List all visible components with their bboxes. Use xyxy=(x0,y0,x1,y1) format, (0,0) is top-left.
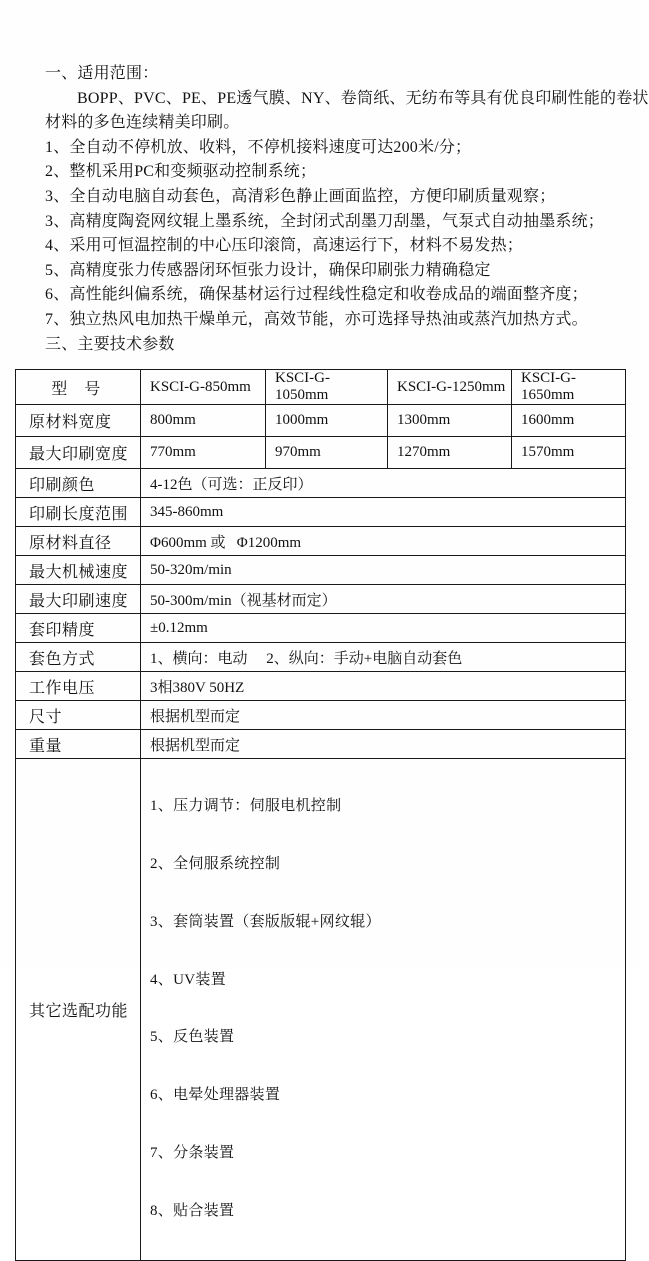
table-row xyxy=(16,614,626,643)
feature-line: 2、整机采用PC和变频驱动控制系统； xyxy=(45,163,317,181)
value-cell: 3相380V 50HZ xyxy=(141,672,626,701)
table-row xyxy=(16,585,626,614)
value-cell: 50-320m/min xyxy=(141,556,626,585)
table-row xyxy=(16,672,626,701)
row-label: 套色方式 xyxy=(16,643,141,672)
row-label: 其它选配功能 xyxy=(16,759,141,1260)
option-item: 7、分条装置 xyxy=(150,1144,235,1161)
value-cell: 1570mm xyxy=(512,437,626,469)
value-cell: 1600mm xyxy=(512,405,626,437)
row-label: 尺寸 xyxy=(16,701,141,730)
value-cell: 345-860mm xyxy=(141,498,626,527)
feature-line: 3、全自动电脑自动套色，高清彩色静止画面监控，方便印刷质量观察； xyxy=(45,187,556,205)
value-cell: 1、横向：电动 2、纵向：手动+电脑自动套色 xyxy=(141,643,626,672)
options-list xyxy=(141,759,626,1260)
row-label: 工作电压 xyxy=(16,672,141,701)
table-row-model xyxy=(16,370,626,405)
value-cell: 1270mm xyxy=(388,437,512,469)
feature-line: 4、采用可恒温控制的中心压印滚筒，高速运行下，材料不易发热； xyxy=(45,237,524,255)
value-cell: 1300mm xyxy=(388,405,512,437)
row-label: 印刷长度范围 xyxy=(16,498,141,527)
value-cell: 根据机型而定 xyxy=(141,730,626,759)
table-row xyxy=(16,643,626,672)
option-item: 6、电晕处理器装置 xyxy=(150,1087,281,1104)
feature-line: 3、高精度陶瓷网纹辊上墨系统，全封闭式刮墨刀刮墨，气泵式自动抽墨系统； xyxy=(45,212,605,230)
value-cell: 根据机型而定 xyxy=(141,701,626,730)
row-label: 重量 xyxy=(16,730,141,759)
table-row xyxy=(16,437,626,469)
model-cell: KSCI-G-1250mm xyxy=(388,370,512,405)
option-item: 3、套筒装置（套版版辊+网纹辊） xyxy=(150,913,381,930)
section-heading: 一、适用范围： xyxy=(45,65,159,82)
option-item: 1、压力调节：伺服电机控制 xyxy=(150,798,342,815)
intro-line: BOPP、PVC、PE、PE透气膜、NY、卷筒纸、无纺布等具有优良印刷性能的卷状 xyxy=(77,89,649,107)
row-label: 最大印刷宽度 xyxy=(16,437,141,469)
section-heading: 三、主要技术参数 xyxy=(45,335,175,353)
row-label: 印刷颜色 xyxy=(16,469,141,498)
option-item: 5、反色装置 xyxy=(150,1029,235,1046)
model-cell: KSCI-G-1650mm xyxy=(512,370,626,405)
option-item: 2、全伺服系统控制 xyxy=(150,855,281,872)
feature-line: 6、高性能纠偏系统，确保基材运行过程线性稳定和收卷成品的端面整齐度； xyxy=(45,286,588,304)
spec-table xyxy=(15,369,626,1260)
row-label: 原材料宽度 xyxy=(16,405,141,437)
value-cell: 1000mm xyxy=(266,405,388,437)
model-cell: KSCI-G-1050mm xyxy=(266,370,388,405)
row-label: 最大机械速度 xyxy=(16,556,141,585)
feature-line: 7、独立热风电加热干燥单元，高效节能，亦可选择导热油或蒸汽加热方式。 xyxy=(45,310,588,328)
feature-line: 1、全自动不停机放、收料，不停机接料速度可达200米/分； xyxy=(45,138,472,156)
value-cell: 4-12色（可选：正反印） xyxy=(141,469,626,498)
option-item: 4、UV装置 xyxy=(150,971,226,988)
table-row xyxy=(16,556,626,585)
table-row xyxy=(16,730,626,759)
option-item: 8、贴合装置 xyxy=(150,1202,235,1219)
value-cell: 970mm xyxy=(266,437,388,469)
model-cell: KSCI-G-850mm xyxy=(141,370,266,405)
value-cell: 770mm xyxy=(141,437,266,469)
row-label: 最大印刷速度 xyxy=(16,585,141,614)
value-cell: 800mm xyxy=(141,405,266,437)
table-row xyxy=(16,469,626,498)
intro-section xyxy=(0,0,649,357)
row-label: 原材料直径 xyxy=(16,527,141,556)
row-label: 套印精度 xyxy=(16,614,141,643)
table-row xyxy=(16,405,626,437)
value-cell: 50-300m/min（视基材而定） xyxy=(141,585,626,614)
table-row-options xyxy=(16,759,626,1260)
table-row xyxy=(16,498,626,527)
table-row xyxy=(16,701,626,730)
intro-line: 材料的多色连续精美印刷。 xyxy=(45,114,240,132)
row-label: 型 号 xyxy=(16,370,141,405)
value-cell: ±0.12mm xyxy=(141,614,626,643)
feature-line: 5、高精度张力传感器闭环恒张力设计，确保印刷张力精确稳定 xyxy=(45,261,491,279)
table-row xyxy=(16,527,626,556)
value-cell: Φ600mm 或 Φ1200mm xyxy=(141,527,626,556)
